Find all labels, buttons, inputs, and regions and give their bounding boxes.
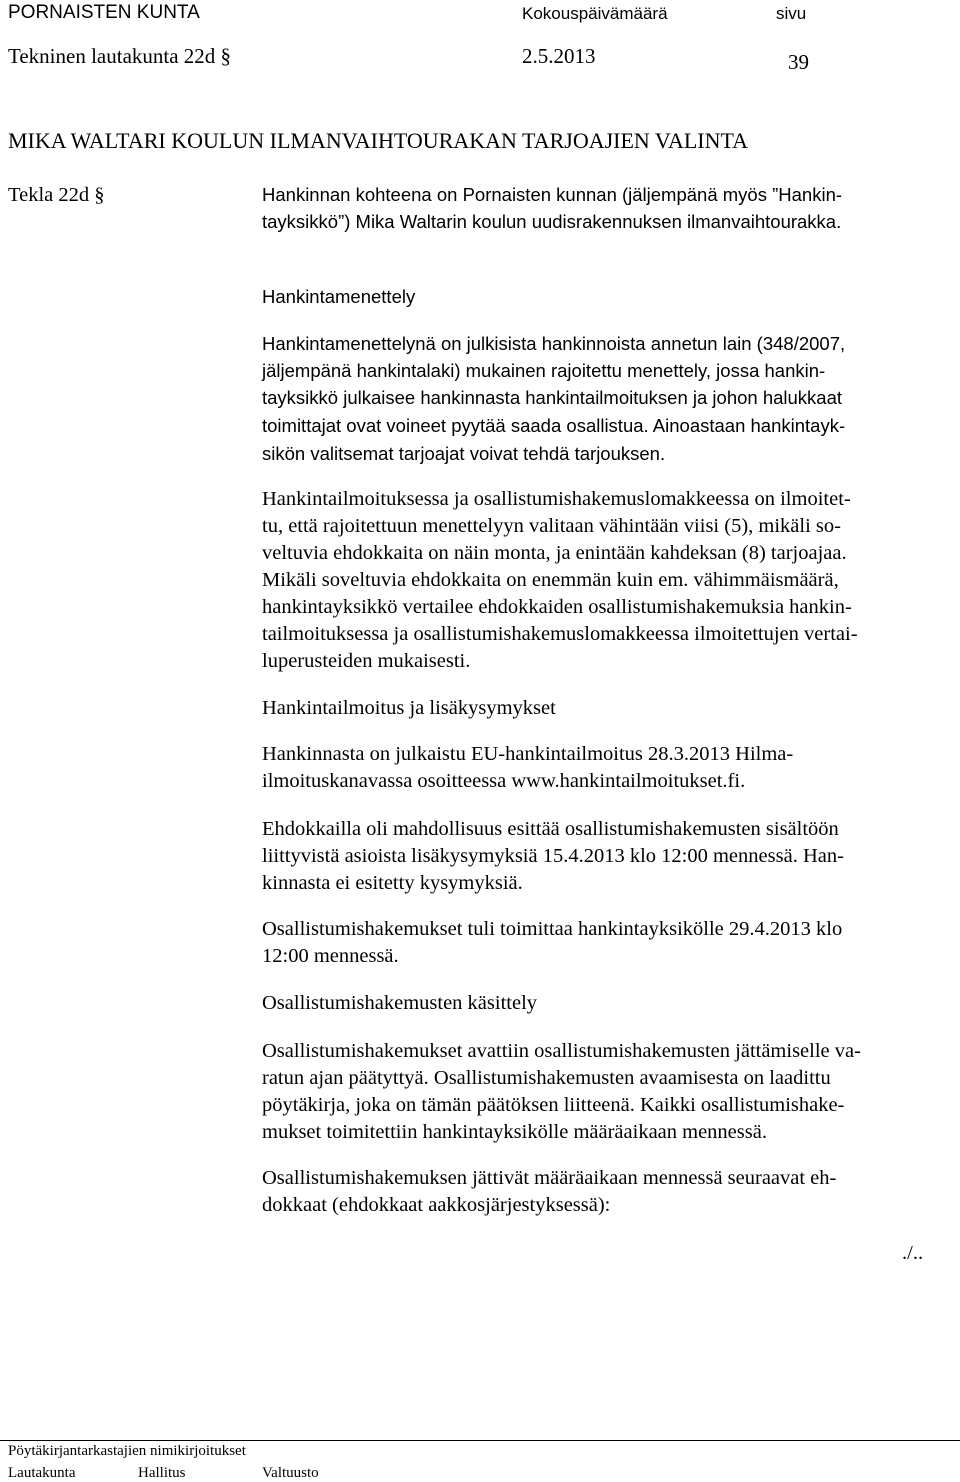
page-number: 39 xyxy=(788,50,809,74)
selection-line-3: veltuvia ehdokkaita on näin monta, ja enintään kahdeksan (8) tarjoajaa. xyxy=(262,542,847,564)
deadline-line-1: Osallistumishakemukset tuli toimittaa hankintayksikölle 29.4.2013 klo xyxy=(262,918,843,940)
questions-line-3: kinnasta ei esitetty kysymyksiä. xyxy=(262,872,523,894)
intro-line-1: Hankinnan kohteena on Pornaisten kunnan (jäljempänä myös ”Hankin- xyxy=(262,184,843,205)
organization-name: PORNAISTEN KUNTA xyxy=(8,2,200,23)
selection-line-2: tu, että rajoitettuun menettelyyn valitaan vähintään viisi (5), mikäli so- xyxy=(262,515,841,537)
procedure-line-5: sikön valitsemat tarjoajat voivat tehdä tarjouksen. xyxy=(262,443,666,464)
questions-line-1: Ehdokkailla oli mahdollisuus esittää osallistumishakemusten sisältöön xyxy=(262,818,839,840)
page-label: sivu xyxy=(776,4,807,23)
procedure-line-2: jäljempänä hankintalaki) mukainen rajoitettu menettely, jossa hankin- xyxy=(262,360,826,381)
deadline-line-2: 12:00 mennessä. xyxy=(262,945,399,967)
procedure-line-1: Hankintamenettelynä on julkisista hankinnoista annetun lain (348/2007, xyxy=(262,333,846,354)
selection-line-1: Hankintailmoituksessa ja osallistumishakemuslomakkeessa on ilmoitet- xyxy=(262,488,851,510)
footer-col-hallitus: Hallitus xyxy=(138,1465,186,1481)
document-title: MIKA WALTARI KOULUN ILMANVAIHTOURAKAN TARJOAJIEN VALINTA xyxy=(8,128,749,153)
processing-line-3: pöytäkirja, joka on tämän päätöksen liitteenä. Kaikki osallistumishake- xyxy=(262,1094,845,1116)
procedure-line-4: toimittajat ovat voineet pyytää saada osallistua. Ainoastaan hankintayk- xyxy=(262,415,846,436)
heading-procedure: Hankintamenettely xyxy=(262,286,416,307)
footer-col-valtuusto: Valtuusto xyxy=(262,1465,319,1481)
notice-line-1: Hankinnasta on julkaistu EU-hankintailmoitus 28.3.2013 Hilma- xyxy=(262,743,794,765)
procedure-line-3: tayksikkö julkaisee hankinnasta hankintailmoituksen ja johon halukkaat xyxy=(262,387,843,408)
selection-line-6: tailmoituksessa ja osallistumishakemuslomakkeessa ilmoitettujen vertai- xyxy=(262,623,858,645)
questions-line-2: liittyvistä asioista lisäkysymyksiä 15.4.2013 klo 12:00 mennessä. Han- xyxy=(262,845,844,867)
continued-marker: ./.. xyxy=(902,1242,924,1264)
selection-line-7: luperusteiden mukaisesti. xyxy=(262,650,471,672)
processing-line-4: mukset toimitettiin hankintayksikölle määräaikaan mennessä. xyxy=(262,1121,767,1143)
footer-col-lautakunta: Lautakunta xyxy=(8,1465,76,1481)
notice-line-2: ilmoituskanavassa osoitteessa www.hankintailmoitukset.fi. xyxy=(262,770,746,792)
footer-rule xyxy=(0,1440,960,1441)
selection-line-5: hankintayksikkö vertailee ehdokkaiden osallistumishakemuksia hankin- xyxy=(262,596,852,618)
meeting-body: Tekninen lautakunta 22d § xyxy=(8,44,232,68)
processing-line-1: Osallistumishakemukset avattiin osallistumishakemusten jättämiselle va- xyxy=(262,1040,861,1062)
processing-line-2: ratun ajan päätyttyä. Osallistumishakemusten avaamisesta on laadittu xyxy=(262,1067,831,1089)
intro-line-2: tayksikkö”) Mika Waltarin koulun uudisrakennuksen ilmanvaihtourakka. xyxy=(262,211,842,232)
applicants-line-1: Osallistumishakemuksen jättivät määräaikaan mennessä seuraavat eh- xyxy=(262,1167,837,1189)
footer-label: Pöytäkirjantarkastajien nimikirjoitukset xyxy=(8,1443,246,1459)
heading-processing: Osallistumishakemusten käsittely xyxy=(262,992,538,1014)
applicants-line-2: dokkaat (ehdokkaat aakkosjärjestyksessä): xyxy=(262,1194,611,1216)
heading-notice: Hankintailmoitus ja lisäkysymykset xyxy=(262,697,556,719)
meeting-date: 2.5.2013 xyxy=(522,44,596,68)
selection-line-4: Mikäli soveltuvia ehdokkaita on enemmän kuin em. vähimmäismäärä, xyxy=(262,569,839,591)
date-label: Kokouspäivämäärä xyxy=(522,4,668,23)
section-reference: Tekla 22d § xyxy=(8,184,105,206)
